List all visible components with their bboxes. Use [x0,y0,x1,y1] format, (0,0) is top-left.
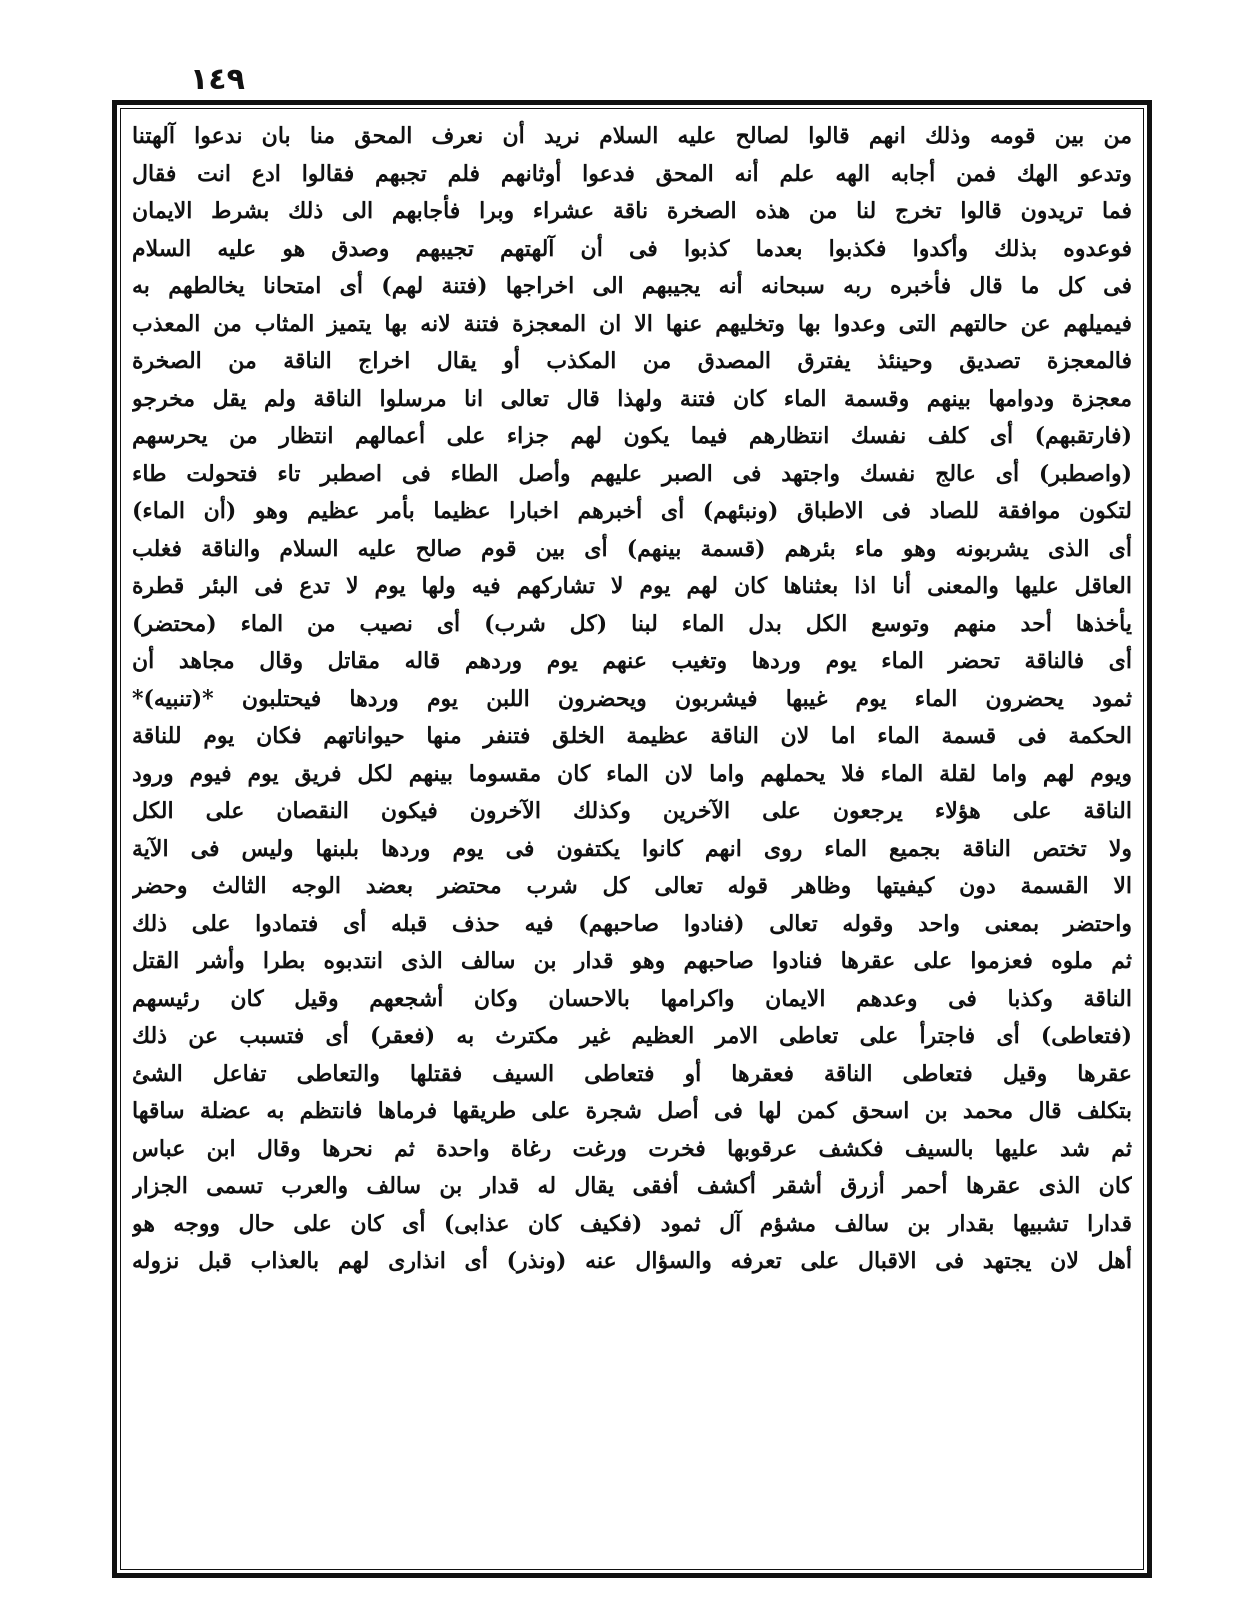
text-line: (واصطبر) أى عالج نفسك واجتهد فى الصبر عليهم وأصل الطاء فى اصطبر تاء فتحولت طاء [132,460,1132,487]
text-line: ثمود يحضرون الماء يوم غيبها فيشربون ويحضرون اللبن يوم وردها فيحتلبون *(تنبيه)* [132,685,1132,712]
text-line: لتكون موافقة للصاد فى الاطباق (ونبئهم) أى أخبرهم اخبارا عظيما بأمر عظيم وهو (أن الماء) [132,498,1132,524]
text-line: فما تريدون قالوا تخرج لنا من هذه الصخرة ناقة عشراء وبرا فأجابهم الى ذلك بشرط الايمان [132,198,1132,224]
text-line: فيميلهم عن حالتهم التى وعدوا بها وتخليهم عنها الا ان المعجزة فتنة لانه بها يتميز المثاب من المعذب [132,310,1132,337]
text-line: ثم شد عليها بالسيف فكشف عرقوبها فخرت ورغت رغاة واحدة ثم نحرها وقال ابن عباس [132,1135,1132,1162]
text-line: أى فالناقة تحضر الماء يوم وردها وتغيب عنهم يوم وردهم قاله مقاتل وقال مجاهد أن [132,648,1132,674]
text-line: عقرها وقيل فتعاطى الناقة فعقرها أو فتعاطى السيف فقتلها والتعاطى تفاعل الشئ [132,1060,1132,1087]
text-line: معجزة ودوامها بينهم وقسمة الماء كان فتنة ولهذا قال تعالى انا مرسلوا الناقة ولم يقل مخرجو [132,385,1132,412]
text-line: وتدعو الهك فمن أجابه الهه علم أنه المحق فدعوا أوثانهم فلم تجبهم فقالوا ادع انت فقال [132,160,1132,187]
text-line: ثم ملوه فعزموا على عقرها فنادوا صاحبهم وهو قدار بن سالف الذى انتدبوه بطرا وأشر القتل [132,948,1132,974]
text-line: فالمعجزة تصديق وحينئذ يفترق المصدق من المكذب أو يقال اخراج الناقة من الصخرة [132,348,1132,374]
text-line: قدارا تشبيها بقدار بن سالف مشؤم آل ثمود (فكيف كان عذابى) أى كان على حال ووجه هو [132,1210,1132,1237]
text-line: ويوم لهم واما لقلة الماء فلا يحملهم واما لان الماء كان مقسوما بينهم لكل فريق يوم فيوم ورود [132,760,1132,787]
text-line: (فتعاطى) أى فاجترأ على تعاطى الامر العظيم غير مكترث به (فعقر) أى فتسبب عن ذلك [132,1023,1132,1049]
text-line: الناقة وكذبا فى وعدهم الايمان واكرامها بالاحسان وكان أشجعهم وقيل كان رئيسهم [132,985,1132,1012]
text-block [132,118,1132,1560]
text-line: من بين قومه وذلك انهم قالوا لصالح عليه السلام نريد أن نعرف المحق منا بان ندعوا آلهتنا [132,123,1132,149]
text-line: العاقل عليها والمعنى أنا اذا بعثناها كان لهم يوم لا تشاركهم فيه ولها يوم لا تدع فى البئر قطرة [132,573,1132,599]
text-line: واحتضر بمعنى واحد وقوله تعالى (فنادوا صاحبهم) فيه حذف قبله أى فتمادوا على ذلك [132,910,1132,937]
text-line: كان الذى عقرها أحمر أزرق أشقر أكشف أفقى يقال له قدار بن سالف والعرب تسمى الجزار [132,1173,1132,1199]
text-line: أهل لان يجتهد فى الاقبال على تعرفه والسؤال عنه (ونذر) أى انذارى لهم بالعذاب قبل نزوله [132,1248,1132,1274]
text-line: الناقة على هؤلاء يرجعون على الآخرين وكذلك الآخرون فيكون النقصان على الكل [132,798,1132,824]
text-line: فى كل ما قال فأخبره ربه سبحانه أنه يجيبهم الى اخراجها (فتنة لهم) أى امتحانا يخالطهم به [132,273,1132,299]
text-line: ولا تختص الناقة بجميع الماء روى انهم كانوا يكتفون فى يوم وردها بلبنها وليس فى الآية [132,835,1132,862]
page-number: ١٤٩ [190,62,245,97]
text-line: بتكلف قال محمد بن اسحق كمن لها فى أصل شجرة على طريقها فرماها فانتظم به عضلة ساقها [132,1098,1132,1124]
text-line: أى الذى يشربونه وهو ماء بئرهم (قسمة بينهم) أى بين قوم صالح عليه السلام والناقة فغلب [132,535,1132,562]
text-line: الا القسمة دون كيفيتها وظاهر قوله تعالى كل شرب محتضر بعضد الوجه الثالث وحضر [132,873,1132,899]
text-line: فوعدوه بذلك وأكدوا فكذبوا بعدما كذبوا فى أن آلهتهم تجيبهم وصدق هو عليه السلام [132,235,1132,262]
text-line: الحكمة فى قسمة الماء اما لان الناقة عظيمة الخلق فتنفر منها حيواناتهم فكان يوم للناقة [132,723,1132,749]
text-line: يأخذها أحد منهم وتوسع الكل بدل الماء لبنا (كل شرب) أى نصيب من الماء (محتضر) [132,610,1132,637]
text-line: (فارتقبهم) أى كلف نفسك انتظارهم فيما يكون لهم جزاء على أعمالهم انتظار من يحرسهم [132,423,1132,449]
